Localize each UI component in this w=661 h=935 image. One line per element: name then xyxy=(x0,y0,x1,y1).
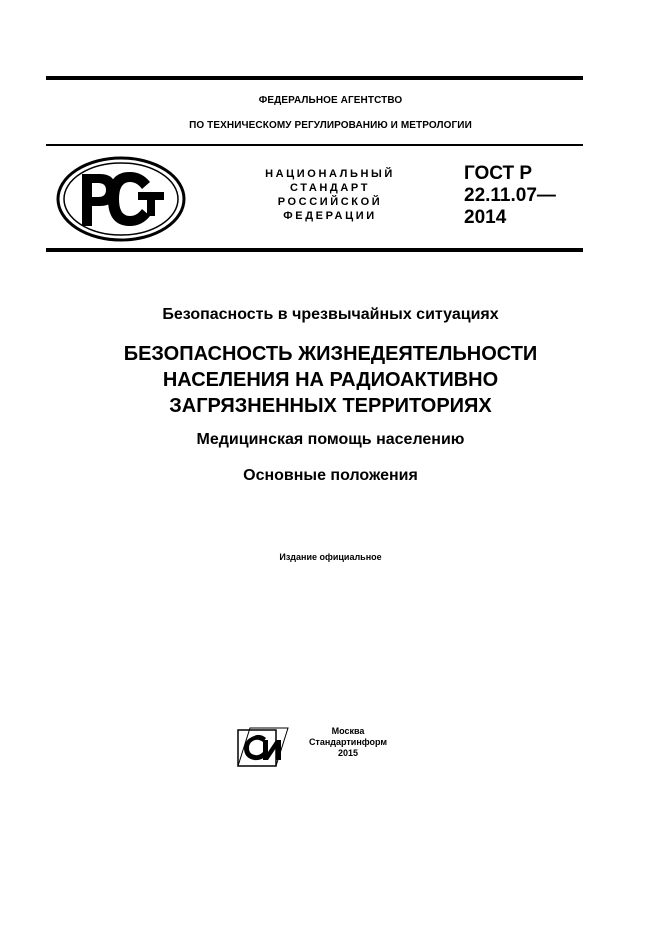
standard-label-line: ФЕДЕРАЦИИ xyxy=(283,210,377,222)
standard-label-line: СТАНДАРТ xyxy=(289,182,371,194)
standartinform-logo-icon xyxy=(236,724,290,768)
header-divider xyxy=(46,144,583,146)
series-title: Безопасность в чрезвычайных ситуациях xyxy=(162,306,499,323)
gost-number xyxy=(464,163,556,229)
standard-bottom-rule xyxy=(46,248,583,252)
gost-line: 22.11.07— xyxy=(464,185,556,206)
top-rule xyxy=(46,76,583,80)
agency-line-1: ФЕДЕРАЛЬНОЕ АГЕНТСТВО xyxy=(258,95,403,106)
publisher-year: 2015 xyxy=(337,748,359,758)
national-standard-label xyxy=(252,167,408,223)
standard-label-line: РОССИЙСКОЙ xyxy=(277,196,383,208)
main-title-line: БЕЗОПАСНОСТЬ ЖИЗНЕДЕЯТЕЛЬНОСТИ xyxy=(123,343,538,365)
publisher-block xyxy=(292,726,404,759)
gost-line: 2014 xyxy=(464,207,507,228)
subtitle-medical-aid: Медицинская помощь населению xyxy=(196,431,465,448)
rst-logo-icon xyxy=(56,156,186,242)
main-title-line: НАСЕЛЕНИЯ НА РАДИОАКТИВНО xyxy=(162,369,499,391)
main-title-line: ЗАГРЯЗНЕННЫХ ТЕРРИТОРИЯХ xyxy=(169,395,492,417)
gost-line: ГОСТ Р xyxy=(464,163,533,184)
publisher-name: Стандартинформ xyxy=(308,737,388,747)
main-title xyxy=(0,341,661,419)
subtitle-basic-provisions: Основные положения xyxy=(243,467,418,484)
publisher-city: Москва xyxy=(331,726,365,736)
agency-line-2: ПО ТЕХНИЧЕСКОМУ РЕГУЛИРОВАНИЮ И МЕТРОЛОГИИ xyxy=(189,120,472,131)
edition-label: Издание официальное xyxy=(279,552,382,562)
standard-label-line: НАЦИОНАЛЬНЫЙ xyxy=(265,168,395,180)
